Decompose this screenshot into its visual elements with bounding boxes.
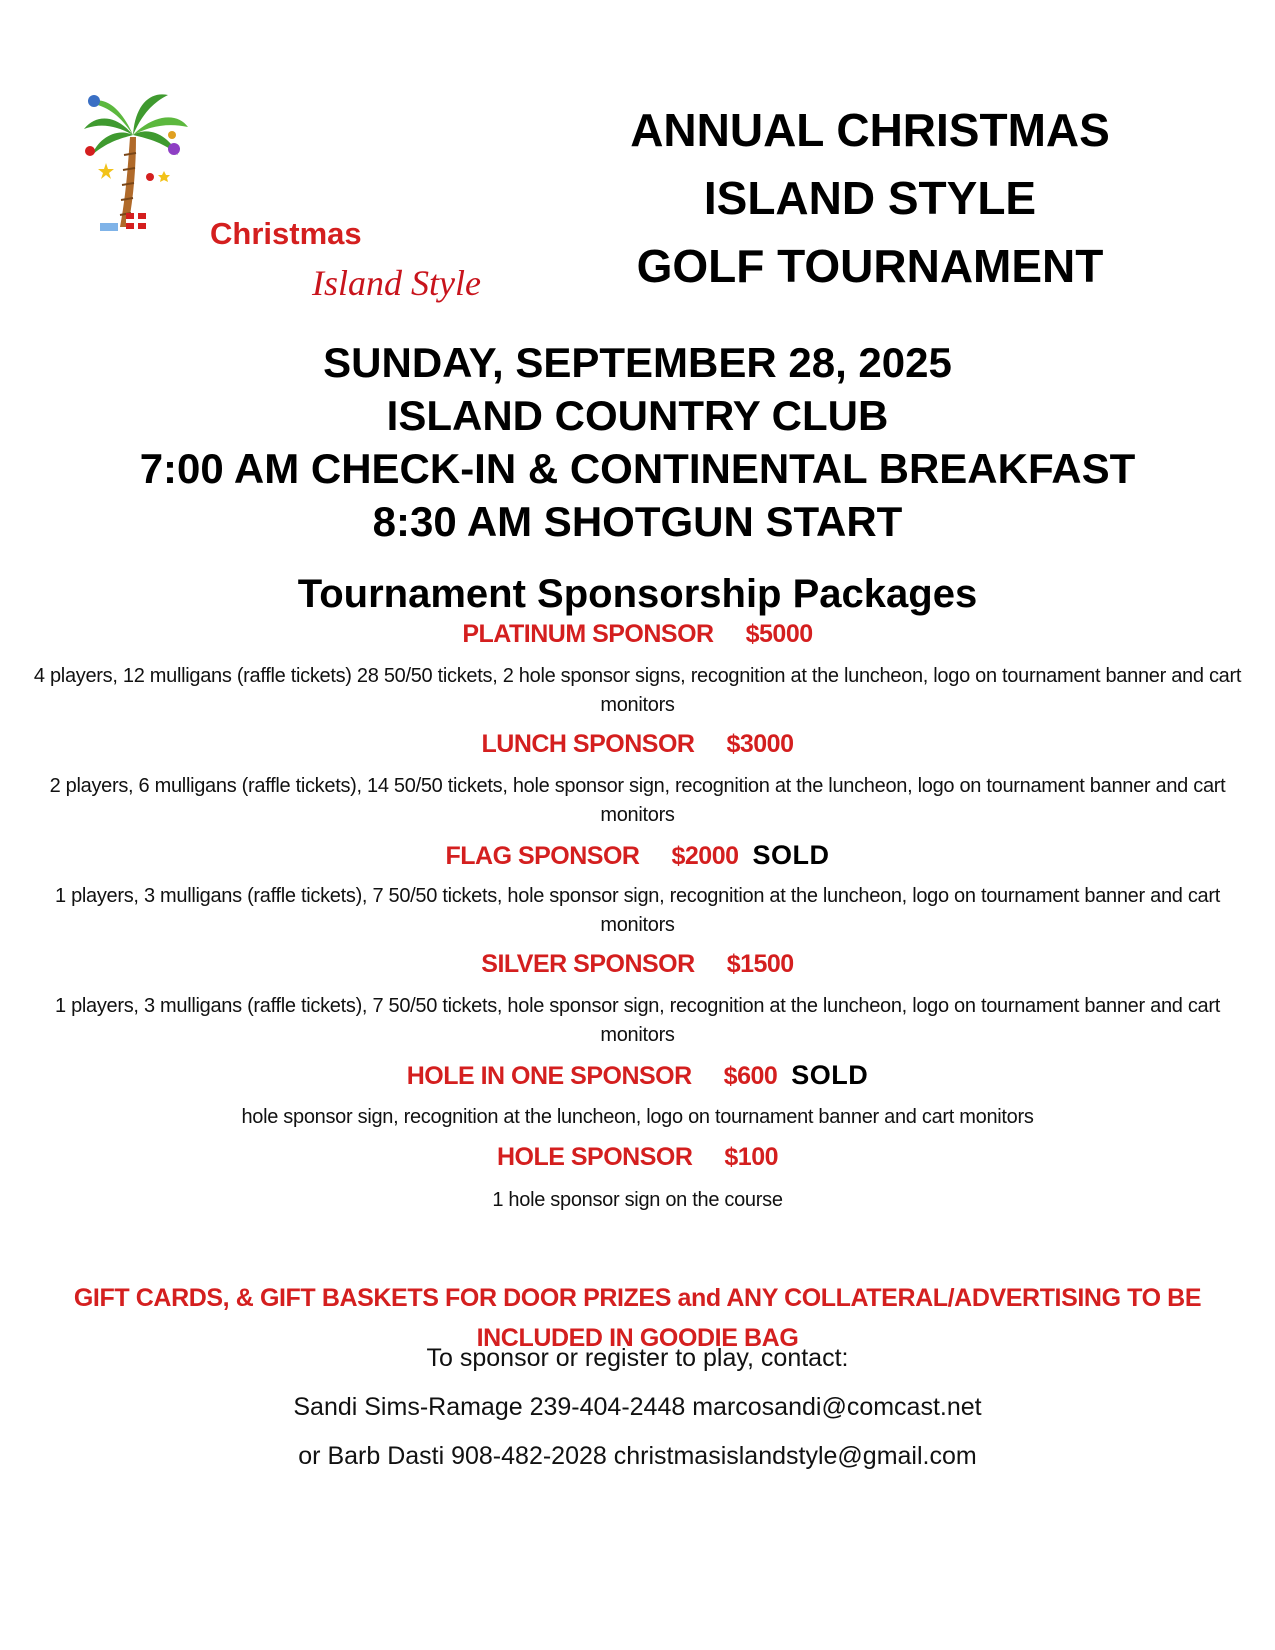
sponsor-heading-hole-in-one: [0, 1060, 1275, 1091]
title-line-2: ISLAND STYLE: [703, 172, 1037, 224]
sponsor-description-hole: 1 hole sponsor sign on the course: [492, 1189, 783, 1211]
title-line-3: GOLF TOURNAMENT: [636, 240, 1104, 292]
sponsor-name: FLAG SPONSOR: [445, 842, 640, 870]
sponsor-name: SILVER SPONSOR: [481, 950, 695, 978]
palm-tree-icon: [80, 85, 200, 245]
sponsor-heading-hole: [0, 1143, 1275, 1172]
sponsor-description-lunch: 2 players, 6 mulligans (raffle tickets), 14 50/50 tickets, hole sponsor sign, recognition at the luncheon, logo on tournament banner and cart monitors: [49, 775, 1226, 826]
sponsor-heading-platinum: [0, 620, 1275, 649]
sponsor-description-flag: 1 players, 3 mulligans (raffle tickets), 7 50/50 tickets, hole sponsor sign, recognition at the luncheon, logo on tournament banner and cart monitors: [54, 885, 1220, 936]
sponsor-name: PLATINUM SPONSOR: [462, 620, 714, 648]
sponsor-name: LUNCH SPONSOR: [481, 730, 695, 758]
sponsor-price: $2000: [671, 842, 739, 870]
sold-badge: SOLD: [791, 1060, 869, 1090]
event-venue: ISLAND COUNTRY CLUB: [386, 392, 889, 439]
tournament-title: [580, 96, 1160, 300]
sponsor-price: $3000: [726, 730, 794, 758]
sponsor-description-hole-in-one: hole sponsor sign, recognition at the luncheon, logo on tournament banner and cart monitors: [241, 1106, 1034, 1128]
contact-person-2: or Barb Dasti 908-482-2028 christmasislandstyle@gmail.com: [298, 1442, 977, 1470]
sponsor-name: HOLE IN ONE SPONSOR: [406, 1062, 692, 1090]
sponsor-price: $100: [724, 1143, 779, 1171]
sponsor-price: $600: [723, 1062, 778, 1090]
sponsor-price: $5000: [745, 620, 813, 648]
sponsor-heading-silver: [0, 950, 1275, 979]
event-start: 8:30 AM SHOTGUN START: [372, 498, 903, 545]
logo-christmas-text: Christmas: [210, 216, 362, 251]
contact-intro: To sponsor or register to play, contact:: [426, 1344, 849, 1372]
sponsor-description-silver: 1 players, 3 mulligans (raffle tickets), 7 50/50 tickets, hole sponsor sign, recognition at the luncheon, logo on tournament banner and cart monitors: [54, 995, 1220, 1046]
title-line-1: ANNUAL CHRISTMAS: [630, 104, 1110, 156]
goodie-bag-note: GIFT CARDS, & GIFT BASKETS FOR DOOR PRIZES and ANY COLLATERAL/ADVERTISING TO BE INCLUDED IN GOODIE BAG: [73, 1284, 1202, 1352]
logo-island-style-text: Island Style: [312, 263, 481, 303]
event-date: SUNDAY, SEPTEMBER 28, 2025: [323, 339, 952, 386]
sponsor-heading-flag: [0, 840, 1275, 871]
sponsor-price: $1500: [726, 950, 794, 978]
packages-heading: Tournament Sponsorship Packages: [297, 572, 978, 616]
event-checkin: 7:00 AM CHECK-IN & CONTINENTAL BREAKFAST: [139, 445, 1136, 492]
contact-person-1: Sandi Sims-Ramage 239-404-2448 marcosandi@comcast.net: [293, 1393, 982, 1421]
event-details: [0, 336, 1275, 548]
sold-badge: SOLD: [752, 840, 830, 870]
sponsor-description-platinum: 4 players, 12 mulligans (raffle tickets) 28 50/50 tickets, 2 hole sponsor signs, recognition at the luncheon, logo on tournament banner and cart monitors: [33, 665, 1242, 716]
sponsor-name: HOLE SPONSOR: [496, 1143, 693, 1171]
sponsor-heading-lunch: [0, 730, 1275, 759]
